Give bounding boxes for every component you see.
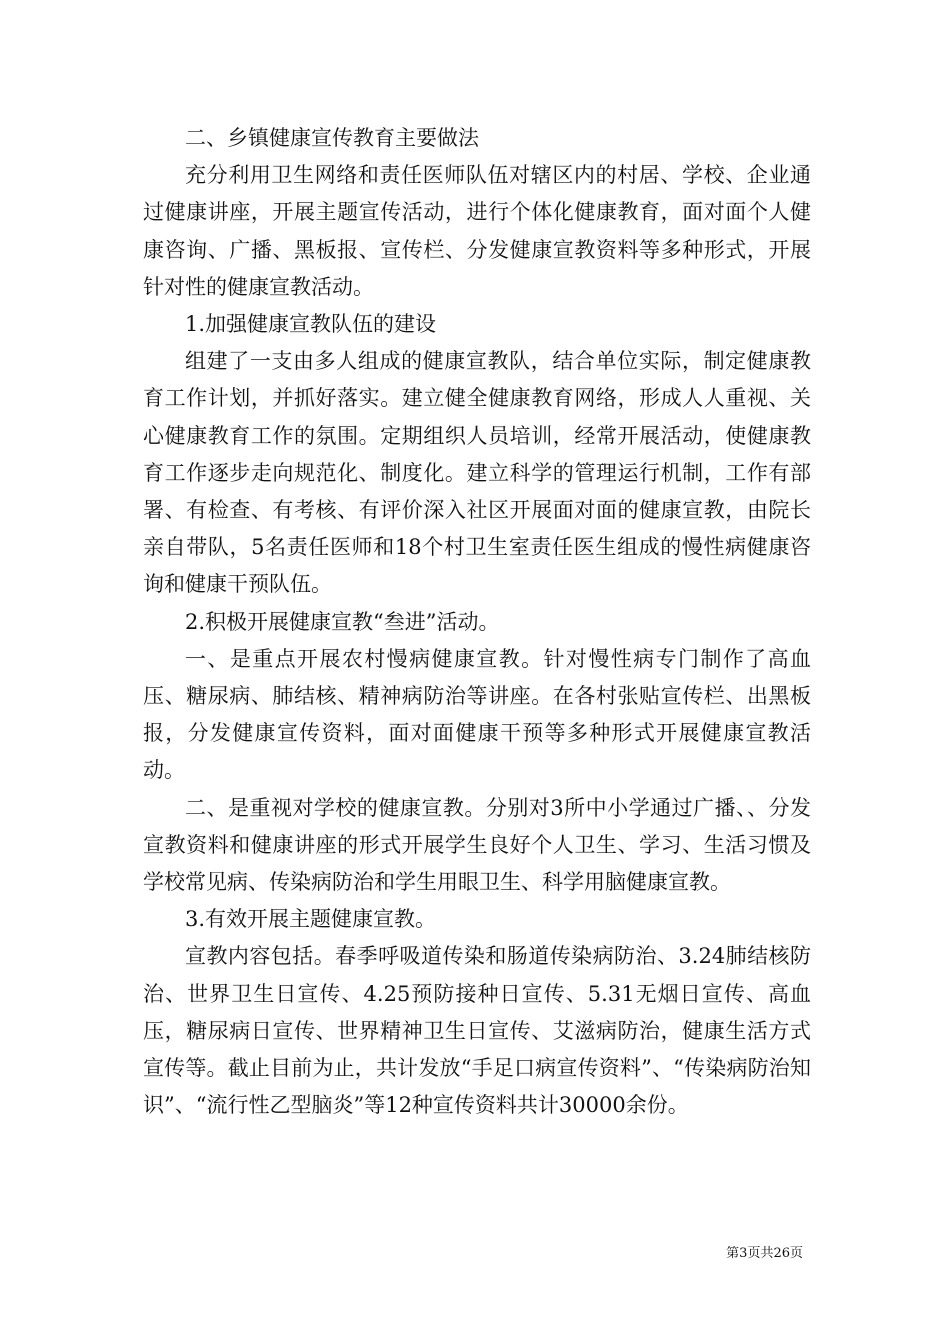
document-body: [143, 120, 811, 1124]
body-paragraph: 组建了一支由多人组成的健康宣教队，结合单位实际，制定健康教育工作计划，并抓好落实。建立健全健康教育网络，形成人人重视、关心健康教育工作的氛围。定期组织人员培训，经常开展活动，使健康教育工作逐步走向规范化、制度化。建立科学的管理运行机制，工作有部署、有检查、有考核、有评价深入社区开展面对面的健康宣教，由院长亲自带队，5名责任医师和18个村卫生室责任医生组成的慢性病健康咨询和健康干预队伍。: [143, 349, 811, 597]
body-paragraph: 二、是重视对学校的健康宣教。分别对3所中小学通过广播、、分发宣教资料和健康讲座的形式开展学生良好个人卫生、学习、生活习惯及学校常见病、传染病防治和学生用眼卫生、科学用脑健康宣教。: [143, 795, 811, 895]
section-heading: 二、乡镇健康宣传教育主要做法: [185, 126, 479, 150]
body-paragraph: 充分利用卫生网络和责任医师队伍对辖区内的村居、学校、企业通过健康讲座，开展主题宣传活动，进行个体化健康教育，面对面个人健康咨询、广播、黑板报、宣传栏、分发健康宣教资料等多种形式，开展针对性的健康宣教活动。: [143, 163, 811, 299]
subsection-heading: 2.积极开展健康宣教“叁进”活动。: [185, 609, 500, 634]
subsection-heading: 1.加强健康宣教队伍的建设: [185, 312, 437, 337]
subsection-heading: 3.有效开展主题健康宣教。: [185, 907, 437, 932]
body-paragraph: 一、是重点开展农村慢病健康宣教。针对慢性病专门制作了高血压、糖尿病、肺结核、精神病防治等讲座。在各村张贴宣传栏、出黑板报，分发健康宣传资料，面对面健康干预等多种形式开展健康宣教活动。: [143, 646, 811, 783]
body-paragraph: 宣教内容包括。春季呼吸道传染和肠道传染病防治、3.24肺结核防治、世界卫生日宣传、4.25预防接种日宣传、5.31无烟日宣传、高血压，糖尿病日宣传、世界精神卫生日宣传、艾滋病防治，健康生活方式宣传等。截止目前为止，共计发放“手足口病宣传资料”、“传染病防治知识”、“流行性乙型脑炎”等12种宣传资料共计30000余份。: [143, 944, 811, 1118]
page-number-footer: 第3页共26页: [726, 1246, 803, 1261]
